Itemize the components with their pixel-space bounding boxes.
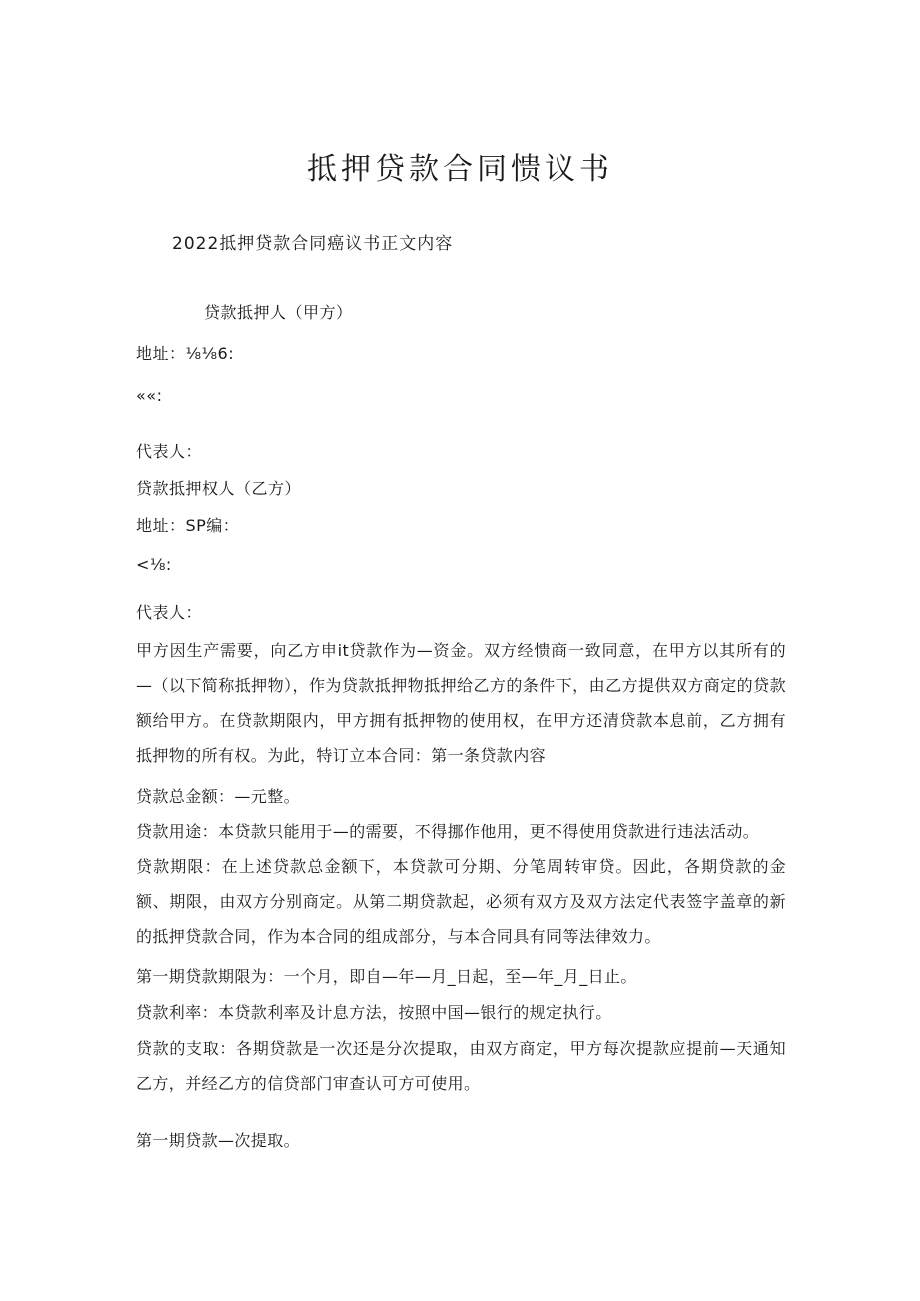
party-a-representative: 代表人： [136,442,203,461]
party-a-heading: 贷款抵押人（甲方） [204,303,353,322]
party-b-address: 地址：SP编： [136,516,240,535]
paragraph-first-withdrawal: 第一期贷款—次提取。 [136,1131,301,1150]
paragraph-intro: 甲方因生产需要，向乙方申it贷款作为—资金。双方经愦商一致同意，在甲方以其所有的—（以下简称抵押物），作为贷款抵押物抵押给乙方的条件下，由乙方提供双方商定的贷款额给甲方。在贷款期限内，甲方拥有抵押物的使用权，在甲方还清贷款本息前，乙方拥有抵押物的所有权。为此，特订立本合同：第一条贷款内容 [136,641,786,765]
party-b-representative: 代表人： [136,603,203,622]
paragraph-loan-term: 贷款期限：在上述贷款总金额下，本贷款可分期、分笔周转审贷。因此，各期贷款的金额、期限，由双方分别商定。从第二期贷款起，必须有双方及双方法定代表签字盖章的新的抵押贷款合同，作为本合同的组成部分，与本合同具有同等法律效力。 [136,857,786,946]
party-b-misc: <⅛: [136,555,172,574]
paragraph-withdrawal: 贷款的支取：各期贷款是一次还是分次提取，由双方商定，甲方每次提款应提前—天通知乙方，并经乙方的信贷部门审查认可方可使用。 [136,1039,786,1093]
paragraph-interest-rate: 贷款利率：本贷款利率及计息方法，按照中国—银行的规定执行。 [136,1003,612,1022]
paragraph-loan-amount: 贷款总金额：—元整。 [136,787,301,806]
paragraph-first-term: 第一期贷款期限为：一个月，即自—年—月_日起，至—年_月_日止。 [136,967,637,986]
party-b-heading: 贷款抵押权人（乙方） [136,479,302,498]
party-a-misc: ««: [136,386,163,405]
document-title: 抵押贷款合同愦议书 [307,152,613,187]
document-subtitle: 2022抵押贷款合同癌议书正文内容 [172,234,454,254]
party-a-address: 地址：⅛⅛6: [136,344,235,363]
paragraph-loan-use: 贷款用途：本贷款只能用于—的需要，不得挪作他用，更不得使用贷款进行违法活动。 [136,822,760,841]
